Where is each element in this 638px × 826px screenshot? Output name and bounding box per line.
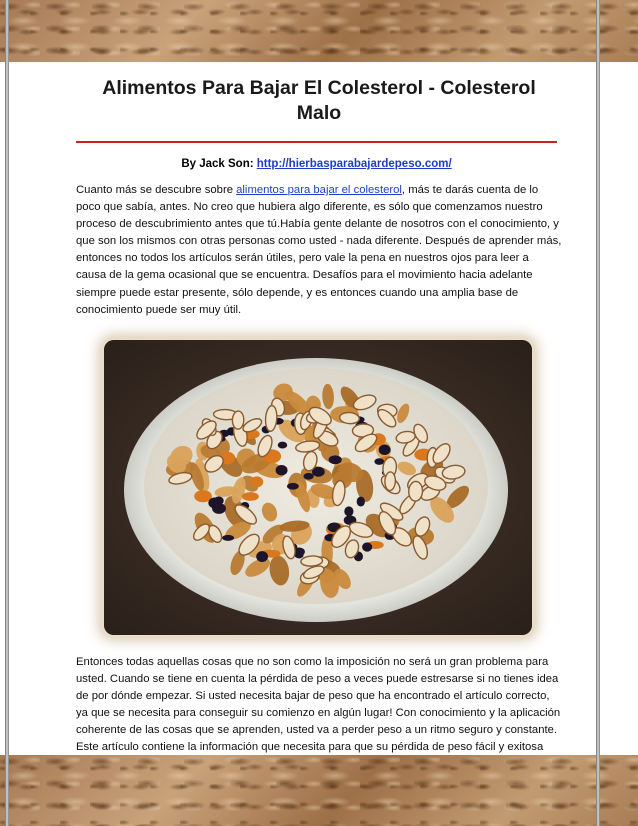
page-title: Alimentos Para Bajar El Colesterol - Colesterol Malo	[102, 77, 536, 124]
paragraph-2: Entonces todas aquellas cosas que no son como la imposición no será un gran problema para usted. Cuando se tiene en cuenta la pérdida de peso a veces puede estresarse si no tienes idea de por dónde empezar. Si usted necesita bajar de peso que ha encontrado el artículo correcto, ya que se necesita para conseguir su comienzo en algún lugar! Con conocimiento y la aplicación coherente de las cosas que se aprenden, usted va a perder peso a un ritmo seguro y constante. Este artículo contiene la información que necesita para que su pérdida de peso fácil y exitosa	[76, 656, 561, 754]
byline-link[interactable]: http://hierbasparabajardepeso.com/	[256, 158, 452, 170]
cereal-bowl-illustration	[104, 340, 532, 635]
paragraph-1-body: , más te darás cuenta de lo poco que sabía, antes. No creo que hubiera algo diferente, es sólo que comenzamos nuestro proceso de descubrimiento antes que tú.Había gente delante de nosotros con el conocimiento, y que son los mismos con otras personas como usted - nada diferente. Después de aprender más, entonces no todos los artículos serán útiles, pero vale la pena en nuestros ojos para leer a causa de la gema ocasional que se encuentra. Desafíos para el movimiento hacia adelante siempre puede estar presente, sólo depende, y es entonces cuando una amplia base de conocimiento puede ser muy útil.	[76, 184, 562, 316]
paragraph-1-link[interactable]: alimentos para bajar el colesterol	[236, 184, 402, 196]
top-textured-border	[0, 0, 638, 62]
left-vertical-rule	[5, 0, 9, 826]
byline-prefix: By Jack Son:	[181, 158, 257, 170]
paragraph-1	[76, 182, 562, 319]
title-underline	[76, 141, 557, 143]
cereal-bowl-photo	[104, 340, 532, 635]
byline	[76, 158, 557, 170]
right-vertical-rule	[596, 0, 600, 826]
paragraph-1-intro: Cuanto más se descubre sobre	[76, 184, 237, 196]
bottom-textured-border	[0, 755, 638, 826]
